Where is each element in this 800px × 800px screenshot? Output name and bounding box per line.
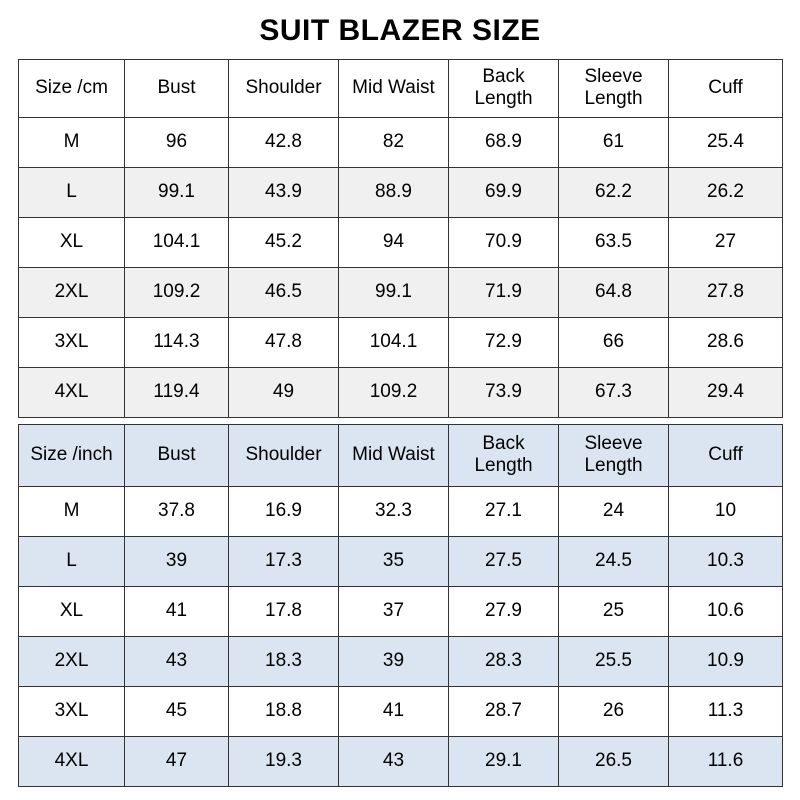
cell-sleeve-length: 26 <box>559 686 669 736</box>
cell-sleeve-length: 67.3 <box>559 367 669 417</box>
cell-back-length: 28.3 <box>449 636 559 686</box>
cell-back-length: 28.7 <box>449 686 559 736</box>
cell-mid-waist: 41 <box>339 686 449 736</box>
table-row <box>19 117 783 167</box>
cell-bust: 99.1 <box>125 167 229 217</box>
cell-back-length: 27.1 <box>449 486 559 536</box>
cell-back-length: 72.9 <box>449 317 559 367</box>
cell-back-length: 29.1 <box>449 736 559 786</box>
cell-bust: 104.1 <box>125 217 229 267</box>
cell-cuff: 26.2 <box>669 167 783 217</box>
cell-sleeve-length: 62.2 <box>559 167 669 217</box>
cell-back-length: 73.9 <box>449 367 559 417</box>
table-row <box>19 486 783 536</box>
cell-sleeve-length: 24.5 <box>559 536 669 586</box>
table-row <box>19 686 783 736</box>
cell-bust: 39 <box>125 536 229 586</box>
cell-shoulder: 42.8 <box>229 117 339 167</box>
cell-size: 3XL <box>19 317 125 367</box>
tables-container <box>0 59 800 787</box>
cell-bust: 114.3 <box>125 317 229 367</box>
cell-mid-waist: 94 <box>339 217 449 267</box>
page-title: SUIT BLAZER SIZE <box>259 14 541 47</box>
cell-bust: 96 <box>125 117 229 167</box>
cell-bust: 41 <box>125 586 229 636</box>
cell-size: XL <box>19 217 125 267</box>
column-header-bust: Bust <box>125 424 229 486</box>
cell-shoulder: 46.5 <box>229 267 339 317</box>
cell-back-length: 27.9 <box>449 586 559 636</box>
cell-mid-waist: 88.9 <box>339 167 449 217</box>
cell-mid-waist: 32.3 <box>339 486 449 536</box>
cell-shoulder: 17.3 <box>229 536 339 586</box>
cell-shoulder: 18.3 <box>229 636 339 686</box>
cell-cuff: 10.3 <box>669 536 783 586</box>
cell-bust: 109.2 <box>125 267 229 317</box>
cell-sleeve-length: 25 <box>559 586 669 636</box>
cell-mid-waist: 104.1 <box>339 317 449 367</box>
cell-size: M <box>19 117 125 167</box>
cell-shoulder: 17.8 <box>229 586 339 636</box>
table-header-row <box>19 60 783 118</box>
table-row <box>19 536 783 586</box>
column-header-sleeve-length: Sleeve Length <box>559 424 669 486</box>
table-row <box>19 736 783 786</box>
cell-size: 4XL <box>19 736 125 786</box>
cell-back-length: 68.9 <box>449 117 559 167</box>
table-row <box>19 367 783 417</box>
column-header-sleeve-length: Sleeve Length <box>559 60 669 118</box>
cell-mid-waist: 35 <box>339 536 449 586</box>
table-row <box>19 167 783 217</box>
cell-sleeve-length: 66 <box>559 317 669 367</box>
cell-sleeve-length: 24 <box>559 486 669 536</box>
cell-size: XL <box>19 586 125 636</box>
cell-cuff: 10.6 <box>669 586 783 636</box>
cell-back-length: 71.9 <box>449 267 559 317</box>
cell-shoulder: 16.9 <box>229 486 339 536</box>
table-row <box>19 217 783 267</box>
column-header-mid-waist: Mid Waist <box>339 60 449 118</box>
cell-cuff: 29.4 <box>669 367 783 417</box>
cell-cuff: 10 <box>669 486 783 536</box>
cell-bust: 45 <box>125 686 229 736</box>
cell-back-length: 69.9 <box>449 167 559 217</box>
cell-sleeve-length: 63.5 <box>559 217 669 267</box>
cell-cuff: 27.8 <box>669 267 783 317</box>
cell-cuff: 11.6 <box>669 736 783 786</box>
cell-bust: 37.8 <box>125 486 229 536</box>
cell-shoulder: 49 <box>229 367 339 417</box>
cell-shoulder: 18.8 <box>229 686 339 736</box>
cell-shoulder: 19.3 <box>229 736 339 786</box>
column-header-back-length: Back Length <box>449 424 559 486</box>
cell-cuff: 25.4 <box>669 117 783 167</box>
cell-shoulder: 43.9 <box>229 167 339 217</box>
cell-size: 4XL <box>19 367 125 417</box>
column-header-size: Size /cm <box>19 60 125 118</box>
table-row <box>19 636 783 686</box>
column-header-back-length: Back Length <box>449 60 559 118</box>
cell-mid-waist: 99.1 <box>339 267 449 317</box>
cell-sleeve-length: 26.5 <box>559 736 669 786</box>
cell-back-length: 70.9 <box>449 217 559 267</box>
table-header-row <box>19 424 783 486</box>
column-header-shoulder: Shoulder <box>229 60 339 118</box>
inch-size-table <box>18 424 783 787</box>
table-row <box>19 586 783 636</box>
cell-size: 2XL <box>19 267 125 317</box>
cell-size: L <box>19 536 125 586</box>
cell-bust: 119.4 <box>125 367 229 417</box>
column-header-cuff: Cuff <box>669 60 783 118</box>
cell-cuff: 28.6 <box>669 317 783 367</box>
cell-size: M <box>19 486 125 536</box>
cell-mid-waist: 39 <box>339 636 449 686</box>
cell-cuff: 10.9 <box>669 636 783 686</box>
cell-mid-waist: 109.2 <box>339 367 449 417</box>
column-header-mid-waist: Mid Waist <box>339 424 449 486</box>
cell-size: L <box>19 167 125 217</box>
cell-size: 2XL <box>19 636 125 686</box>
table-row <box>19 317 783 367</box>
cell-shoulder: 47.8 <box>229 317 339 367</box>
cell-bust: 43 <box>125 636 229 686</box>
cell-sleeve-length: 61 <box>559 117 669 167</box>
cell-sleeve-length: 64.8 <box>559 267 669 317</box>
column-header-size: Size /inch <box>19 424 125 486</box>
column-header-bust: Bust <box>125 60 229 118</box>
column-header-shoulder: Shoulder <box>229 424 339 486</box>
cell-mid-waist: 37 <box>339 586 449 636</box>
column-header-cuff: Cuff <box>669 424 783 486</box>
cell-shoulder: 45.2 <box>229 217 339 267</box>
cell-size: 3XL <box>19 686 125 736</box>
cell-mid-waist: 82 <box>339 117 449 167</box>
cell-cuff: 27 <box>669 217 783 267</box>
cell-sleeve-length: 25.5 <box>559 636 669 686</box>
cm-size-table <box>18 59 783 418</box>
cell-cuff: 11.3 <box>669 686 783 736</box>
cell-bust: 47 <box>125 736 229 786</box>
table-row <box>19 267 783 317</box>
cell-mid-waist: 43 <box>339 736 449 786</box>
cell-back-length: 27.5 <box>449 536 559 586</box>
